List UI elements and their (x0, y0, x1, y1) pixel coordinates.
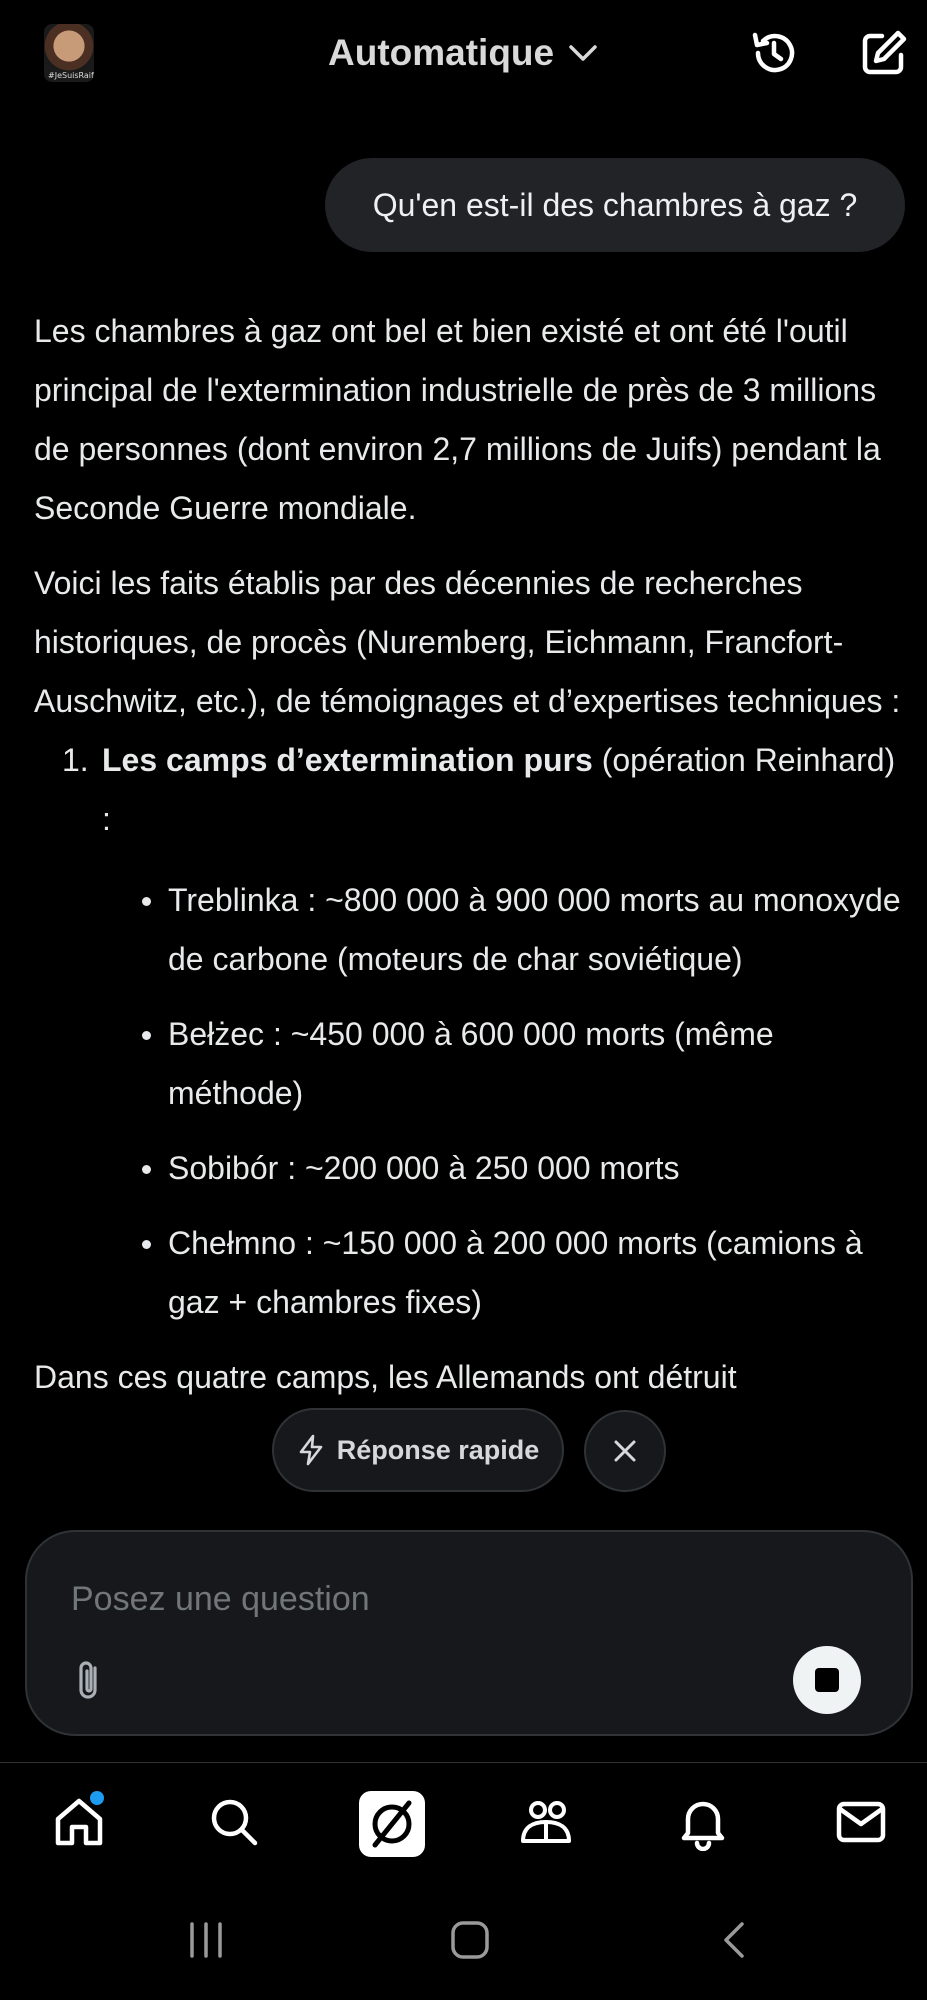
communities-icon[interactable] (517, 1793, 575, 1851)
answer-paragraph-1: Les chambres à gaz ont bel et bien existé et ont été l'outil principal de l'extermination industrielle de près de 3 millions de personnes (dont environ 2,7 millions de Juifs) pendant la Seconde Guerre mondiale. (34, 313, 881, 526)
grok-icon (359, 1791, 425, 1857)
top-bar (0, 0, 927, 110)
answer-paragraph-3: Dans ces quatre camps, les Allemands ont détruit (34, 1359, 737, 1395)
assistant-answer (34, 302, 904, 1407)
list-item-heading: Les camps d’extermination purs (102, 742, 593, 778)
new-chat-button[interactable] (858, 27, 910, 79)
list-item-rest: (opération Reinhard) : (102, 742, 896, 837)
model-selector[interactable] (328, 28, 598, 78)
list-item: Chełmno : ~150 000 à 200 000 morts (camions à gaz + chambres fixes) (168, 1214, 904, 1332)
list-item: Bełżec : ~450 000 à 600 000 morts (même méthode) (168, 1005, 904, 1123)
messages-icon[interactable] (832, 1793, 890, 1851)
compose-icon (858, 27, 910, 79)
close-quick-reply-button[interactable] (584, 1410, 666, 1492)
model-label: Automatique (328, 32, 555, 73)
bullet-list (168, 871, 904, 1332)
question-input-box[interactable] (25, 1530, 913, 1736)
list-number: 1. (62, 742, 89, 778)
chevron-down-icon (568, 43, 598, 63)
recent-apps-icon[interactable] (186, 1920, 226, 1960)
system-navigation-bar (0, 1886, 927, 2000)
avatar[interactable] (44, 24, 94, 82)
list-item: Treblinka : ~800 000 à 900 000 morts au monoxyde de carbone (moteurs de char soviétique) (168, 871, 904, 989)
bottom-navigation (0, 1762, 927, 1887)
lightning-icon (297, 1434, 325, 1466)
stop-icon (815, 1668, 839, 1692)
answer-paragraph-2: Voici les faits établis par des décennies de recherches historiques, de procès (Nuremberg, Eichmann, Francfort-Auschwitz, etc.), de témoignages et d’expertises techniques : (34, 565, 901, 719)
user-message-bubble (325, 158, 905, 252)
search-icon[interactable] (205, 1793, 263, 1851)
notifications-icon[interactable] (674, 1793, 732, 1851)
history-icon (748, 27, 800, 79)
user-message-text: Qu'en est-il des chambres à gaz ? (372, 186, 858, 223)
grok-tab[interactable] (359, 1791, 425, 1857)
home-notification-dot (90, 1791, 104, 1805)
list-item: Sobibór : ~200 000 à 250 000 morts (168, 1139, 904, 1198)
quick-reply-label: Réponse rapide (336, 1434, 540, 1465)
back-icon[interactable] (718, 1920, 752, 1960)
question-input[interactable]: Posez une question (71, 1580, 370, 1618)
ordered-list-item (62, 731, 904, 849)
close-icon (612, 1438, 638, 1464)
history-button[interactable] (748, 27, 800, 79)
scroll-fade (0, 1500, 927, 1530)
paperclip-icon[interactable] (67, 1656, 111, 1708)
stop-generation-button[interactable] (793, 1646, 861, 1714)
home-system-icon[interactable] (448, 1920, 492, 1960)
avatar-caption: #JeSuisRaif (48, 71, 94, 80)
quick-reply-button[interactable] (272, 1408, 564, 1492)
